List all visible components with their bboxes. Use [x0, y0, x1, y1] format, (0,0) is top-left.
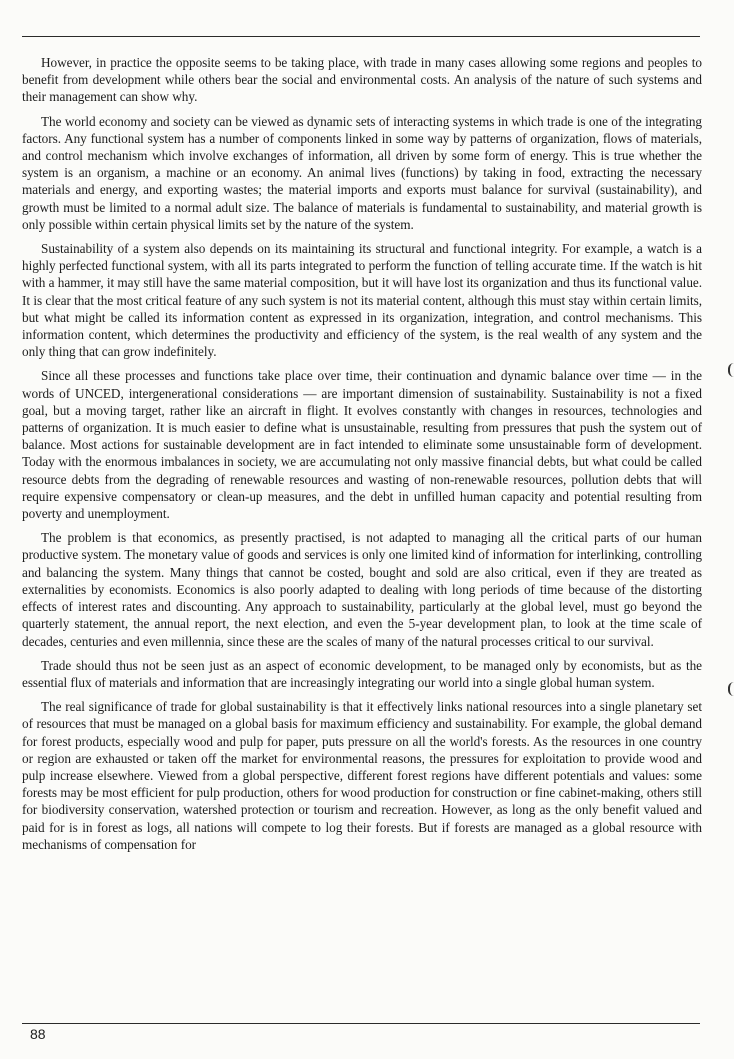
page-number: 88	[30, 1026, 46, 1042]
binding-hole-mark	[728, 363, 734, 377]
paragraph-2: The world economy and society can be viewed as dynamic sets of interacting systems in which trade is one of the integrating factors. Any functional system has a number of components linked in some way by patterns of organization, flows of materials, and control mechanism which involve exchanges of information, all driven by some form of energy. This is true whether the system is an organism, a machine or an economy. An animal lives (functions) by taking in food, extracting the necessary materials and energy, and exporting wastes; the material imports and exports must balance for survival (sustainability), and growth must be limited to a normal adult size. The balance of materials is fundamental to sustainability, and material growth is only possible within certain physical limits set by the nature of the system.	[22, 113, 702, 232]
header-rule	[22, 36, 700, 37]
paragraph-7: The real significance of trade for global sustainability is that it effectively links national resources into a single planetary set of resources that must be managed on a global basis for maximum efficiency and sustainability. For example, the global demand for forest products, especially wood and pulp for paper, puts pressure on all the world's forests. As the resources in one country or region are exhausted or taken off the market for environmental reasons, the pressures for exploitation to provide wood and pulp increase elsewhere. Viewed from a global perspective, different forest regions have different potentials and values: some forests may be most efficient for pulp production, others for wood production for construction or fine cabinet-making, others still for biodiversity conservation, watershed protection or tourism and recreation. However, as long as the only benefit valued and paid for is in forest as logs, all nations will compete to log their forests. But if forests are managed as a global resource with mechanisms of compensation for	[22, 699, 702, 852]
paragraph-4: Since all these processes and functions take place over time, their continuation and dynamic balance over time — in the words of UNCED, intergenerational considerations — are important dimension of sustainability. Sustainability is not a fixed goal, but a moving target, rather like an aircraft in flight. It evolves constantly with changes in resources, technologies and patterns of organization. It is much easier to define what is unsustainable, resulting from pressures that push the system out of balance. Most actions for sustainable development are in fact intended to eliminate some unsustainable form of development. Today with the enormous imbalances in society, we are accumulating not only massive financial debts, but what could be called resource debts from the degrading of renewable resources and wasting of non-renewable resources, pollution debts that will require expensive compensatory or clean-up measures, and the debt in unfilled human capacity and potential resulting from poverty and unemployment.	[22, 368, 702, 522]
paragraph-1: However, in practice the opposite seems to be taking place, with trade in many cases allowing some regions and peoples to benefit from development while others bear the social and environmental costs. An analysis of the nature of such systems and their management can show why.	[22, 55, 702, 105]
footer-rule	[22, 1023, 700, 1024]
paragraph-3: Sustainability of a system also depends on its maintaining its structural and functional integrity. For example, a watch is a highly perfected functional system, with all its parts integrated to perform the function of telling accurate time. If the watch is hit with a hammer, it may still have the same material composition, but it will have lost its organization and thus its functional value. It is clear that the most critical feature of any such system is not its material content, although this must stay within certain limits, but what might be called its information content as expressed in its organization, integration, and control mechanisms. This information content, which determines the productivity and efficiency of the system, is the real wealth of any system and the only thing that can grow indefinitely.	[22, 241, 702, 360]
binding-hole-mark	[728, 682, 734, 696]
paragraph-5: The problem is that economics, as presently practised, is not adapted to managing all the critical parts of our human productive system. The monetary value of goods and services is only one limited kind of information for interlinking, controlling and balancing the system. Many things that cannot be costed, bought and sold are also critical, even if they are treated as externalities by economists. Economics is also poorly adapted to dealing with long periods of time because of the distorting effects of interest rates and discounting. Any approach to sustainability, particularly at the global level, must go beyond the quarterly statement, the annual report, the next election, and even the 5-year development plan, to look at the time scale of decades, centuries and even millennia, since these are the scales of many of the natural processes critical to our survival.	[22, 530, 702, 649]
body-text	[22, 54, 702, 860]
paragraph-6: Trade should thus not be seen just as an aspect of economic development, to be managed only by economists, but as the essential flux of materials and information that are increasingly integrating our world into a single global human system.	[22, 657, 702, 690]
